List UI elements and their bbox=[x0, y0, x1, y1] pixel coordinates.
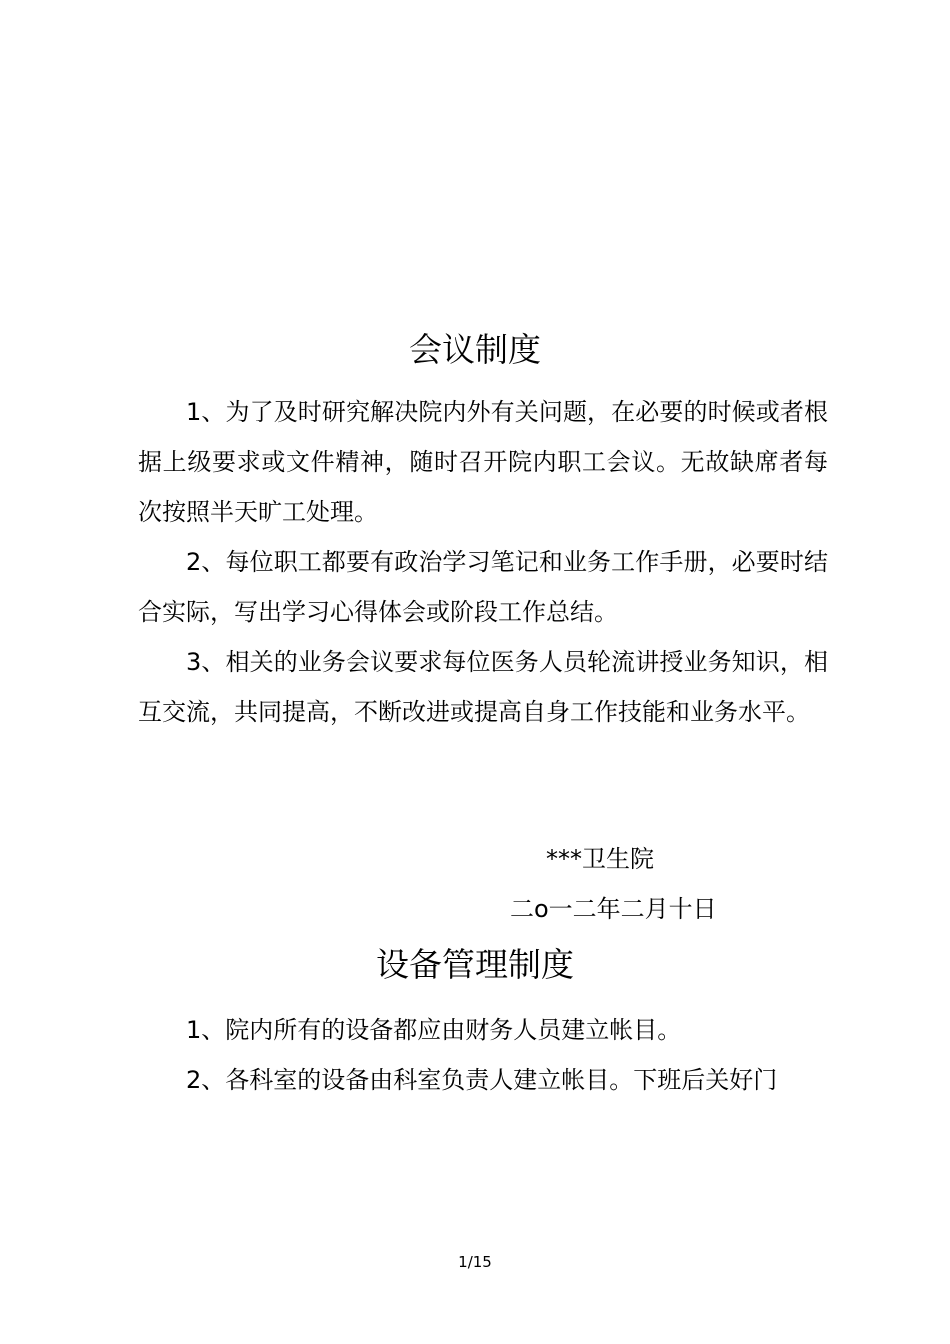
meeting-policy-paragraph-2: 2、每位职工都要有政治学习笔记和业务工作手册，必要时结合实际，写出学习心得体会或阶段工作总结。 bbox=[138, 548, 828, 626]
meeting-policy-paragraph-1: 1、为了及时研究解决院内外有关问题，在必要的时候或者根据上级要求或文件精神，随时召开院内职工会议。无故缺席者每次按照半天旷工处理。 bbox=[138, 398, 828, 526]
equipment-policy-title: 设备管理制度 bbox=[376, 945, 574, 984]
equipment-policy-paragraph-2: 2、各科室的设备由科室负责人建立帐目。下班后关好门 bbox=[186, 1066, 778, 1094]
signature-date: 二o一二年二月十日 bbox=[510, 895, 717, 923]
meeting-policy-title: 会议制度 bbox=[409, 330, 541, 369]
page-number: 1/15 bbox=[458, 1253, 492, 1271]
meeting-policy-paragraph-3: 3、相关的业务会议要求每位医务人员轮流讲授业务知识，相互交流，共同提高，不断改进或提高自身工作技能和业务水平。 bbox=[138, 648, 828, 726]
signature-organization: ***卫生院 bbox=[546, 845, 654, 873]
equipment-policy-paragraph-1: 1、院内所有的设备都应由财务人员建立帐目。 bbox=[186, 1016, 682, 1044]
